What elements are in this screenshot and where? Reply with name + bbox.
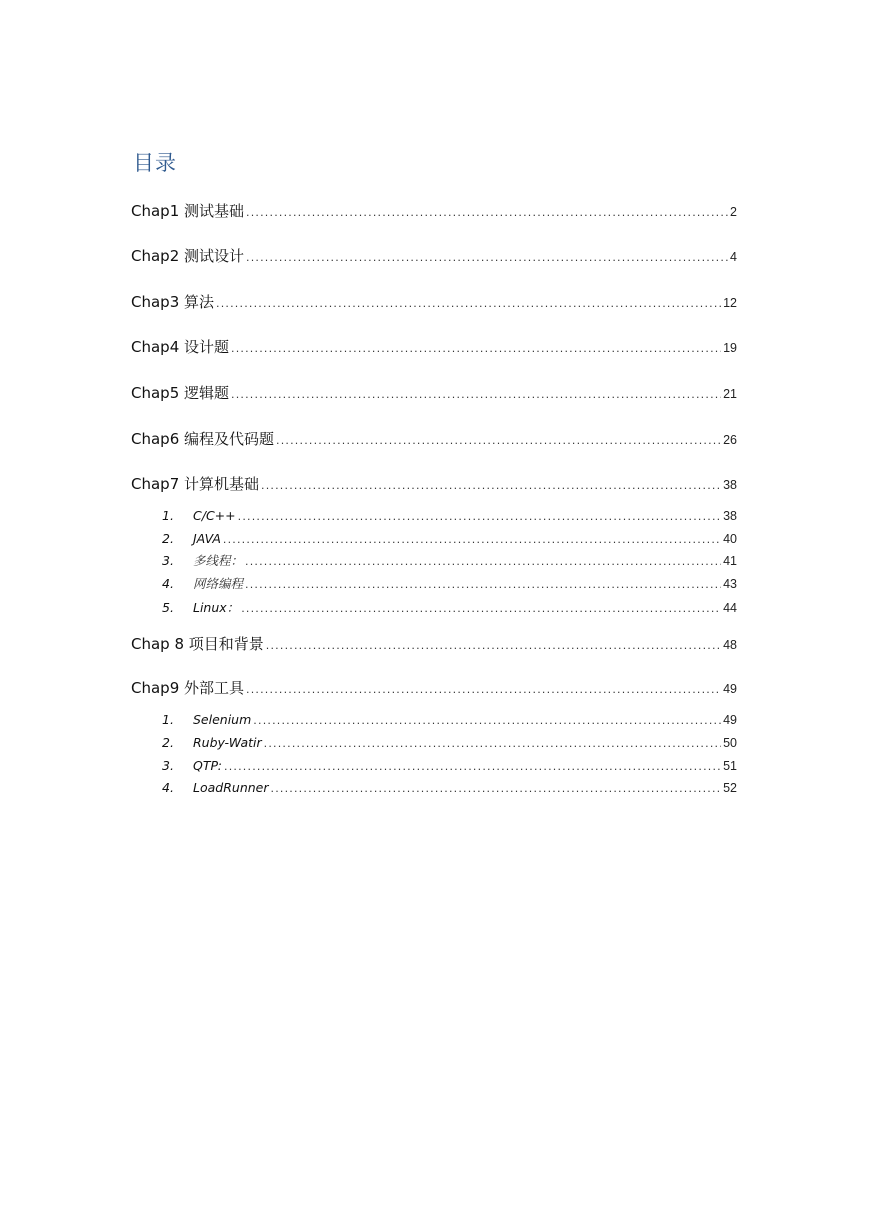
toc-page-number: 4 (730, 250, 737, 264)
toc-subentry-ruby-watir[interactable] (162, 735, 737, 750)
toc-subentry-number: 2. (162, 531, 174, 546)
toc-subentry-number: 4. (162, 780, 174, 795)
toc-leader-dots (231, 388, 721, 401)
toc-page-number: 26 (723, 433, 737, 447)
toc-subentry-number: 4. (162, 576, 174, 591)
toc-leader-dots (276, 434, 721, 447)
toc-subentry-cpp[interactable] (162, 508, 737, 523)
toc-subentry-label: 网络编程 (193, 576, 244, 591)
toc-leader-dots (246, 683, 721, 696)
toc-page-number: 38 (723, 509, 737, 523)
toc-entry-label: Chap4 设计题 (131, 338, 230, 356)
toc-leader-dots (264, 737, 721, 750)
toc-leader-dots (245, 555, 721, 568)
toc-entry-chap9[interactable] (131, 677, 737, 698)
toc-subentry-qtp[interactable] (162, 758, 737, 773)
toc-subentry-label: QTP: (193, 758, 223, 773)
toc-page-number: 2 (730, 205, 737, 219)
toc-entry-label: Chap2 测试设计 (131, 247, 245, 265)
toc-subentry-number: 3. (162, 758, 174, 773)
toc-subentry-selenium[interactable] (162, 712, 737, 727)
toc-leader-dots (238, 510, 721, 523)
toc-entry-chap4[interactable] (131, 336, 737, 357)
toc-leader-dots (261, 479, 721, 492)
toc-subentry-linux[interactable] (162, 598, 737, 616)
toc-leader-dots (216, 297, 721, 310)
toc-entry-label: Chap 8 项目和背景 (131, 635, 264, 653)
toc-entry-chap1[interactable] (131, 200, 737, 221)
toc-subentry-loadrunner[interactable] (162, 780, 737, 795)
toc-page-number: 43 (723, 577, 737, 591)
toc-subentry-label: C/C++ (193, 508, 236, 523)
toc-subentry-number: 1. (162, 712, 174, 727)
toc-entry-chap3[interactable] (131, 291, 737, 312)
toc-leader-dots (246, 206, 728, 219)
toc-page-number: 50 (723, 736, 737, 750)
toc-entry-chap6[interactable] (131, 428, 737, 449)
toc-entry-chap5[interactable] (131, 382, 737, 403)
toc-subentry-label: JAVA (193, 531, 221, 546)
toc-leader-dots (271, 782, 722, 795)
toc-page-number: 48 (723, 638, 737, 652)
toc-page-number: 52 (723, 781, 737, 795)
toc-page-number: 41 (723, 554, 737, 568)
toc-page-number: 49 (723, 713, 737, 727)
toc-subentry-java[interactable] (162, 531, 737, 546)
toc-page-number: 12 (723, 296, 737, 310)
toc-entry-label: Chap7 计算机基础 (131, 475, 260, 493)
toc-leader-dots (246, 251, 728, 264)
toc-leader-dots (224, 760, 721, 773)
toc-leader-dots (223, 533, 721, 546)
toc-entry-label: Chap1 测试基础 (131, 202, 245, 220)
toc-entry-label: Chap9 外部工具 (131, 679, 245, 697)
toc-subentry-label: 多线程： (193, 553, 244, 568)
toc-page-number: 49 (723, 682, 737, 696)
toc-subentry-number: 1. (162, 508, 174, 523)
toc-page-number: 19 (723, 341, 737, 355)
toc-entry-label: Chap6 编程及代码题 (131, 430, 275, 448)
toc-leader-dots (241, 602, 721, 615)
toc-subentry-label: Selenium (193, 712, 252, 727)
toc-page-number: 51 (723, 759, 737, 773)
toc-leader-dots (253, 714, 721, 727)
toc-page-number: 40 (723, 532, 737, 546)
toc-subentry-number: 2. (162, 735, 174, 750)
toc-subentry-label: LoadRunner (193, 780, 269, 795)
toc-page-number: 21 (723, 387, 737, 401)
toc-leader-dots (245, 578, 721, 591)
toc-entry-chap8[interactable] (131, 633, 737, 654)
toc-leader-dots (266, 639, 721, 652)
toc-leader-dots (231, 342, 721, 355)
toc-entry-label: Chap5 逻辑题 (131, 384, 230, 402)
toc-title: 目录 (133, 151, 177, 175)
toc-subentry-multithreading[interactable] (162, 551, 737, 569)
toc-subentry-network-programming[interactable] (162, 574, 737, 592)
toc-entry-label: Chap3 算法 (131, 293, 215, 311)
toc-entry-chap7[interactable] (131, 473, 737, 494)
toc-subentry-number: 5. (162, 600, 174, 615)
toc-entry-chap2[interactable] (131, 245, 737, 266)
toc-subentry-label: Linux： (193, 600, 240, 615)
toc-page-number: 44 (723, 601, 737, 615)
toc-page-number: 38 (723, 478, 737, 492)
toc-subentry-label: Ruby-Watir (193, 735, 262, 750)
toc-subentry-number: 3. (162, 553, 174, 568)
